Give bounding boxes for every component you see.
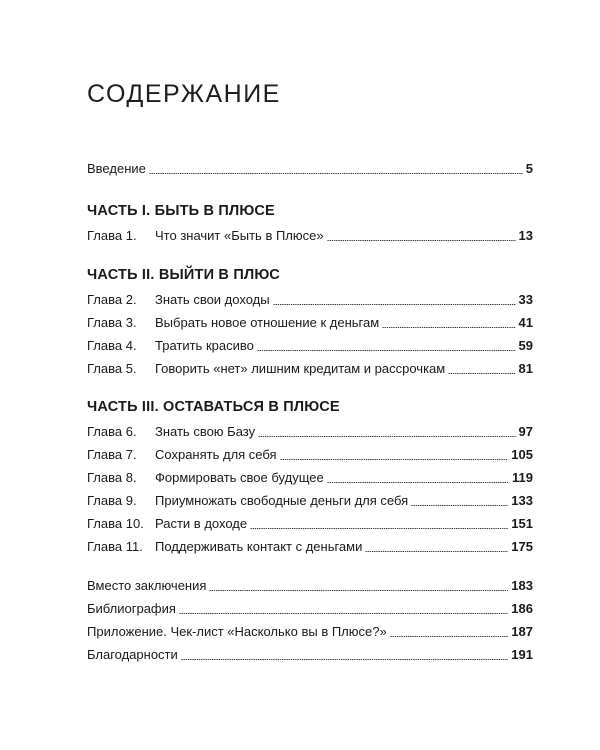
chapter-title: Знать свою Базу — [155, 424, 256, 439]
part-heading: ЧАСТЬ III. ОСТАВАТЬСЯ В ПЛЮСЕ — [87, 399, 340, 415]
chapter-number: Глава 1. — [87, 228, 137, 243]
toc-entry-text: Приложение. Чек-лист «Насколько вы в Плюсе?» — [87, 624, 387, 639]
toc-page-number: 81 — [518, 361, 533, 376]
dot-leader — [390, 636, 509, 637]
part-heading: ЧАСТЬ I. БЫТЬ В ПЛЮСЕ — [87, 203, 275, 219]
chapter-number: Глава 8. — [87, 470, 137, 485]
toc-page-number: 5 — [525, 161, 533, 176]
toc-page-number: 33 — [518, 292, 533, 307]
chapter-title: Приумножать свободные деньги для себя — [155, 493, 409, 508]
toc-page-number: 119 — [512, 470, 533, 485]
toc-entry-intro[interactable] — [87, 159, 533, 177]
page-title: СОДЕРЖАНИЕ — [87, 80, 281, 108]
chapter-title: Сохранять для себя — [155, 447, 277, 462]
toc-entry-text: Введение — [87, 161, 146, 176]
dot-leader — [273, 304, 516, 305]
dot-leader — [149, 173, 523, 174]
toc-entry-back-matter[interactable] — [87, 599, 533, 617]
chapter-number: Глава 6. — [87, 424, 137, 439]
dot-leader — [250, 528, 508, 529]
toc-chapter[interactable] — [87, 290, 533, 308]
chapter-title: Выбрать новое отношение к деньгам — [155, 315, 380, 330]
toc-entry-back-matter[interactable] — [87, 622, 533, 640]
toc-chapter[interactable] — [87, 514, 533, 532]
table-of-contents — [87, 0, 533, 750]
toc-chapter[interactable] — [87, 537, 533, 555]
toc-page-number: 41 — [518, 315, 533, 330]
chapter-number: Глава 10. — [87, 516, 144, 531]
toc-chapter[interactable] — [87, 445, 533, 463]
chapter-title: Тратить красиво — [155, 338, 254, 353]
toc-page-number: 151 — [511, 516, 533, 531]
dot-leader — [327, 240, 516, 241]
dot-leader — [382, 327, 515, 328]
toc-chapter[interactable] — [87, 359, 533, 377]
dot-leader — [448, 373, 515, 374]
toc-entry-text: Вместо заключения — [87, 578, 207, 593]
toc-page-number: 59 — [518, 338, 533, 353]
toc-chapter[interactable] — [87, 226, 533, 244]
dot-leader — [209, 590, 508, 591]
toc-entry-text: Благодарности — [87, 647, 178, 662]
chapter-number: Глава 2. — [87, 292, 137, 307]
part-heading: ЧАСТЬ II. ВЫЙТИ В ПЛЮС — [87, 267, 280, 283]
chapter-number: Глава 9. — [87, 493, 137, 508]
chapter-number: Глава 11. — [87, 539, 143, 554]
toc-page-number: 175 — [511, 539, 533, 554]
toc-page-number: 187 — [511, 624, 533, 639]
toc-chapter[interactable] — [87, 336, 533, 354]
toc-chapter[interactable] — [87, 491, 533, 509]
toc-chapter[interactable] — [87, 468, 533, 486]
toc-page-number: 97 — [518, 424, 533, 439]
toc-entry-back-matter[interactable] — [87, 576, 533, 594]
toc-entry-back-matter[interactable] — [87, 645, 533, 663]
toc-chapter[interactable] — [87, 422, 533, 440]
chapter-number: Глава 5. — [87, 361, 137, 376]
chapter-number: Глава 7. — [87, 447, 137, 462]
dot-leader — [181, 659, 509, 660]
toc-chapter[interactable] — [87, 313, 533, 331]
chapter-title: Что значит «Быть в Плюсе» — [155, 228, 324, 243]
chapter-title: Говорить «нет» лишним кредитам и рассрочкам — [155, 361, 446, 376]
chapter-number: Глава 4. — [87, 338, 137, 353]
toc-page-number: 186 — [511, 601, 533, 616]
toc-page-number: 105 — [511, 447, 533, 462]
chapter-title: Знать свои доходы — [155, 292, 270, 307]
chapter-title: Формировать свое будущее — [155, 470, 324, 485]
chapter-title: Расти в доходе — [155, 516, 248, 531]
dot-leader — [411, 505, 508, 506]
toc-page-number: 133 — [511, 493, 533, 508]
dot-leader — [365, 551, 508, 552]
dot-leader — [179, 613, 508, 614]
toc-page-number: 183 — [511, 578, 533, 593]
dot-leader — [327, 482, 509, 483]
chapter-number: Глава 3. — [87, 315, 137, 330]
dot-leader — [258, 436, 515, 437]
dot-leader — [257, 350, 516, 351]
dot-leader — [280, 459, 509, 460]
toc-page-number: 13 — [518, 228, 533, 243]
toc-entry-text: Библиография — [87, 601, 176, 616]
chapter-title: Поддерживать контакт с деньгами — [155, 539, 363, 554]
toc-page-number: 191 — [511, 647, 533, 662]
